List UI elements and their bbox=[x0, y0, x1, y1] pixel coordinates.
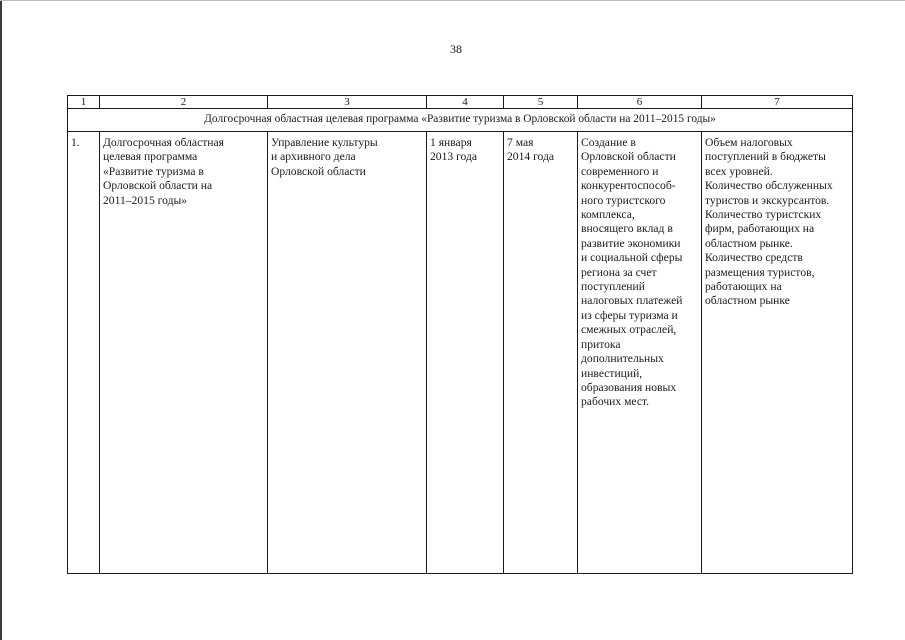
column-number-6: 6 bbox=[578, 96, 702, 109]
program-name-cell: Долгосрочная областная целевая программа «Развитие туризма в Орловской области на 2011–2015 годы» bbox=[100, 132, 268, 574]
end-date-cell: 7 мая 2014 года bbox=[504, 132, 578, 574]
table-row bbox=[68, 132, 853, 574]
indicators-cell: Объем налоговых поступлений в бюджеты всех уровней. Количество обслуженных туристов и экскурсантов. Количество туристских фирм, работающих на областном рынке. Количество средств размещения туристов, работающих на областном рынке bbox=[702, 132, 853, 574]
column-number-4: 4 bbox=[427, 96, 504, 109]
start-date-cell: 1 января 2013 года bbox=[427, 132, 504, 574]
column-number-row bbox=[68, 96, 853, 109]
page-number: 38 bbox=[450, 42, 462, 56]
goal-cell: Создание в Орловской области современного и конкурентоспособ- ного туристского комплекса, вносящего вклад в развитие экономики и социальной сферы региона за счет поступлений налоговых платежей из сферы туризма и смежных отраслей, притока дополнительных инвестиций, образования новых рабочих мест. bbox=[578, 132, 702, 574]
column-number-3: 3 bbox=[268, 96, 427, 109]
column-number-7: 7 bbox=[702, 96, 853, 109]
column-number-1: 1 bbox=[68, 96, 100, 109]
program-title: Долгосрочная областная целевая программа «Развитие туризма в Орловской области на 2011–2015 годы» bbox=[68, 109, 853, 132]
column-number-2: 2 bbox=[100, 96, 268, 109]
executor-cell: Управление культуры и архивного дела Орловской области bbox=[268, 132, 427, 574]
program-title-row bbox=[68, 109, 853, 132]
row-number: 1. bbox=[68, 132, 100, 574]
scan-edge-left bbox=[0, 0, 2, 640]
scan-edge-top bbox=[0, 0, 905, 1]
column-number-5: 5 bbox=[504, 96, 578, 109]
program-table bbox=[67, 95, 853, 574]
